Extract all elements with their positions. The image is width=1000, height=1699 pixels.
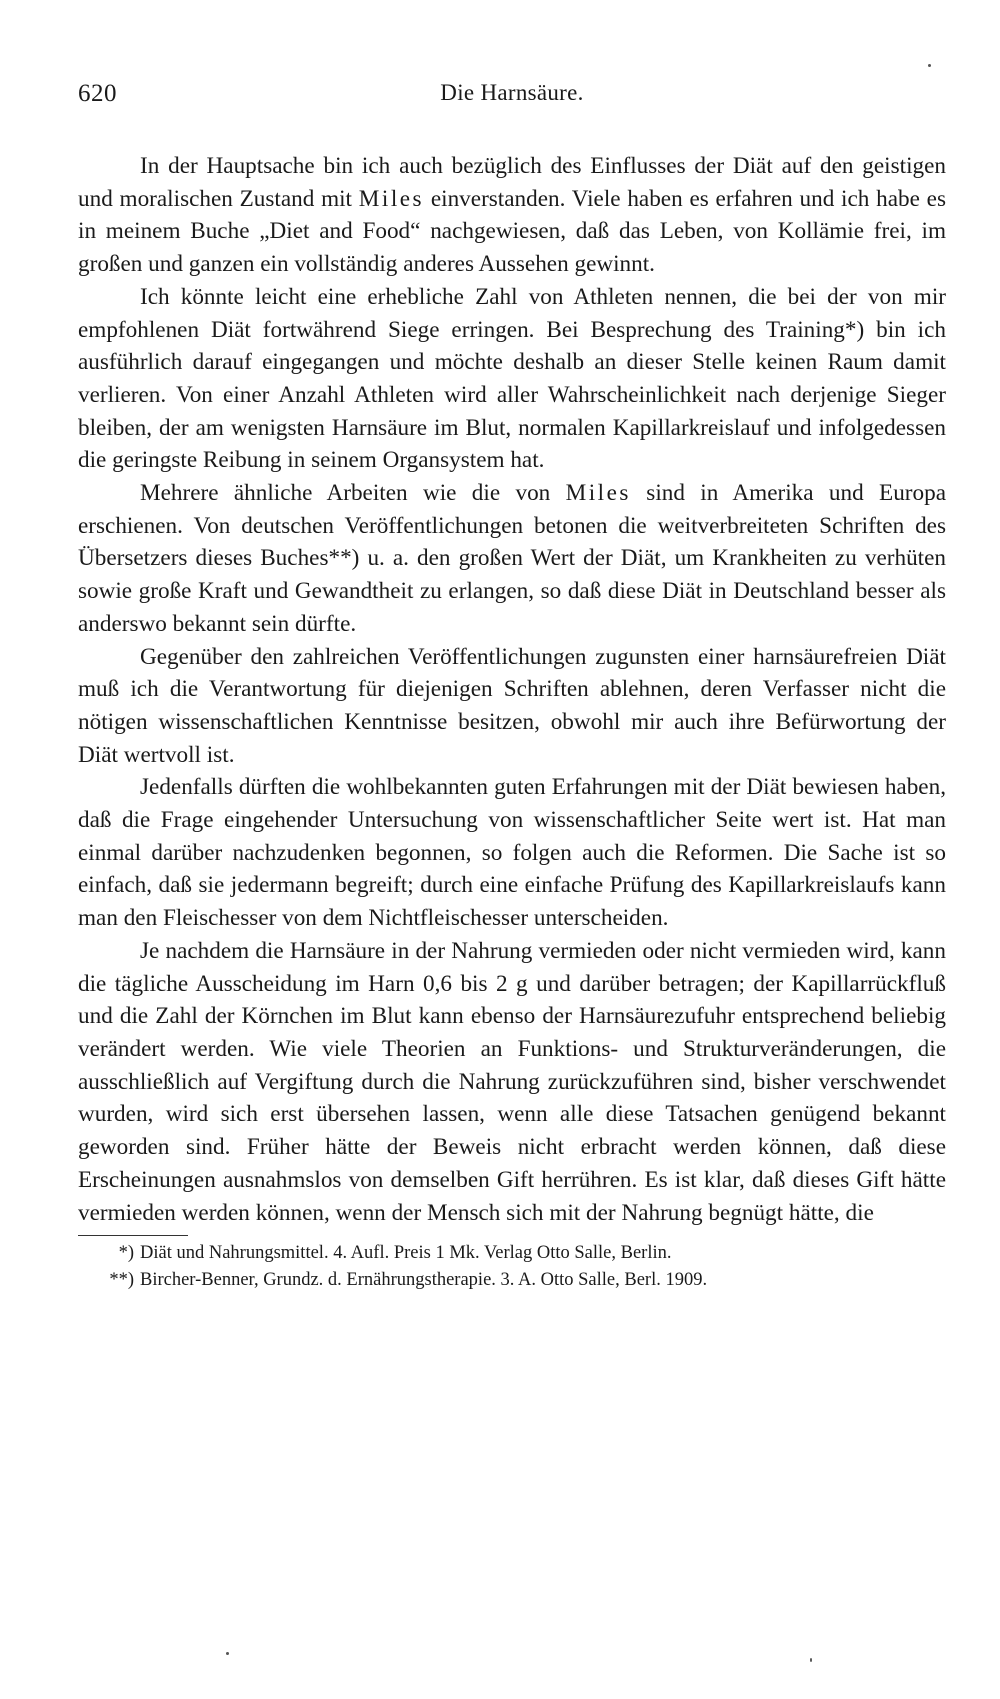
paragraph-2: Ich könnte leicht eine erhebliche Zahl von Athleten nennen, die bei der von mir empfohlenen Diät fortwährend Siege erringen. Bei Besprechung des Training*) bin ich ausführlich darauf eingegangen und möchte deshalb an dieser Stelle keinen Raum damit verlieren. Von einer Anzahl Athleten wird aller Wahrscheinlichkeit nach derjenige Sieger bleiben, der am wenigsten Harnsäure im Blut, normalen Kapillarkreislauf und infolgedessen die geringste Reibung in seinem Organsystem hat. bbox=[78, 283, 946, 474]
author-name-miles: Miles bbox=[358, 185, 425, 212]
footnote-2-text: Bircher-Benner, Grundz. d. Ernährungstherapie. 3. A. Otto Salle, Berl. 1909. bbox=[140, 1270, 708, 1291]
scan-speck bbox=[810, 1658, 812, 1662]
paragraph-3-text-b: sind in Amerika und Europa erschienen. Von deutschen Veröffentlichungen betonen die weitverbreiteten Schriften des Übersetzers dieses Buches**) u. a. den großen Wert der Diät, um Krankheiten zu verhüten sowie große Kraft und Gewandtheit zu erlangen, so daß diese Diät in Deutschland besser als anderswo bekannt sein dürfte. bbox=[78, 480, 946, 637]
paragraph-1 bbox=[78, 150, 946, 281]
body-text bbox=[78, 150, 946, 1229]
footnote-2-mark: **) bbox=[109, 1270, 134, 1291]
scan-speck bbox=[226, 1652, 229, 1655]
running-head bbox=[78, 80, 946, 120]
paragraph-3-text-a: Mehrere ähnliche Arbeiten wie die von bbox=[140, 480, 566, 507]
book-page bbox=[78, 80, 946, 1640]
footnote-1 bbox=[78, 1240, 946, 1267]
paragraph-6: Je nachdem die Harnsäure in der Nahrung vermieden oder nicht vermieden wird, kann die tägliche Ausscheidung im Harn 0,6 bis 2 g und darüber betragen; der Kapillarrückfluß und die Zahl der Körnchen im Blut kann ebenso der Harnsäurezufuhr entsprechend beliebig verändert werden. Wie viele Theorien an Funktions- und Strukturveränderungen, die ausschließlich auf Vergiftung durch die Nahrung zurückzuführen sind, bisher verschwendet wurden, wird sich erst übersehen lassen, wenn alle diese Tatsachen genügend bekannt geworden sind. Früher hätte der Beweis nicht erbracht werden können, daß diese Erscheinungen ausnahmslos von demselben Gift herrühren. Es ist klar, daß dieses Gift hätte vermieden werden können, wenn der Mensch sich mit der Nahrung begnügt hätte, die bbox=[78, 937, 946, 1226]
paragraph-4: Gegenüber den zahlreichen Veröffentlichungen zugunsten einer harnsäurefreien Diät muß ich die Verantwortung für diejenigen Schriften ablehnen, deren Verfasser nicht die nötigen wissenschaftlichen Kenntnisse besitzen, obwohl mir auch ihre Befürwortung der Diät wertvoll ist. bbox=[78, 643, 946, 768]
footnote-2 bbox=[78, 1267, 946, 1294]
footnote-1-mark: *) bbox=[118, 1243, 134, 1264]
running-title: Die Harnsäure. bbox=[440, 80, 584, 105]
footnote-1-text: Diät und Nahrungsmittel. 4. Aufl. Preis 1 Mk. Verlag Otto Salle, Berlin. bbox=[140, 1243, 672, 1264]
page-number: 620 bbox=[78, 80, 117, 107]
footnotes bbox=[78, 1240, 946, 1294]
author-name-miles: Miles bbox=[565, 480, 631, 507]
paragraph-1-text-a: In der Hauptsache bin ich auch bezüglich des Einflusses der Diät auf den geistigen und moralischen Zustand mit bbox=[78, 153, 946, 212]
paragraph-5: Jedenfalls dürften die wohlbekannten guten Erfahrungen mit der Diät bewiesen haben, daß die Frage eingehender Untersuchung von wissenschaftlicher Seite wert ist. Hat man einmal darüber nachzudenken begonnen, so folgen auch die Reformen. Die Sache ist so einfach, daß sie jedermann begreift; durch eine einfache Prüfung des Kapillarkreislaufs kann man den Fleischesser von dem Nichtfleischesser unterscheiden. bbox=[78, 774, 946, 932]
paragraph-1-text-b: einverstanden. Viele haben es erfahren und ich habe es in meinem Buche „Diet and Food“ nachgewiesen, daß das Leben, von Kollämie frei, im großen und ganzen ein vollständig anderes Aussehen gewinnt. bbox=[78, 185, 946, 278]
footnote-divider bbox=[78, 1235, 188, 1236]
paragraph-3 bbox=[78, 477, 946, 641]
scan-speck bbox=[928, 64, 931, 67]
